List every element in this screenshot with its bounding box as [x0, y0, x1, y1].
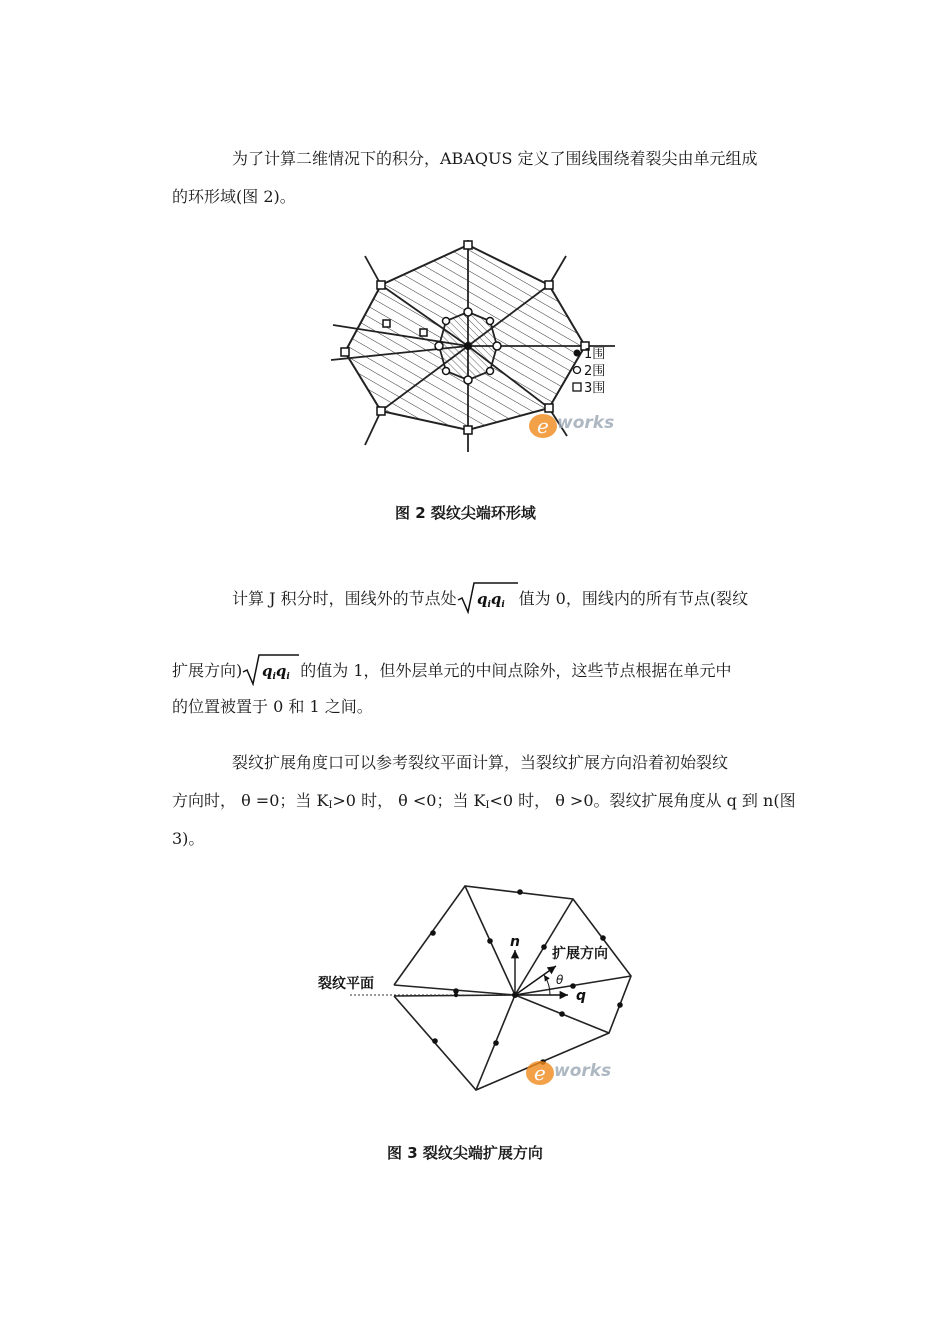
- legend-ring1: 1围: [584, 347, 606, 362]
- legend-ring3: 3围: [584, 381, 606, 396]
- svg-text:qiqi: $q_iq_i$: [262, 662, 291, 682]
- eworks-watermark-fig3: [526, 1061, 611, 1085]
- para2-line1: [232, 580, 748, 614]
- label-crack-plane: 裂纹平面: [318, 976, 374, 992]
- para1-line1: 为了计算二维情况下的积分，ABAQUS 定义了围线围绕着裂尖由单元组成: [232, 149, 758, 168]
- svg-text:e: e: [537, 414, 549, 438]
- svg-text:works: works: [557, 413, 615, 433]
- ring1-node: [464, 342, 472, 350]
- svg-text:e: e: [534, 1061, 546, 1085]
- para2-line2: [172, 652, 732, 686]
- figure3-crack-growth-direction: [310, 878, 650, 1098]
- para2-line3: 的位置被置于 0 和 1 之间。: [172, 697, 373, 716]
- figure2-caption: 图 2 裂纹尖端环形域: [395, 504, 536, 522]
- para3-line1: 裂纹扩展角度口可以参考裂纹平面计算，当裂纹扩展方向沿着初始裂纹: [232, 753, 729, 772]
- label-q: q: [576, 988, 587, 1004]
- para3-line3: 3)。: [172, 829, 205, 848]
- sqrt-qiqi-formula: [457, 580, 519, 614]
- para2-line2b: 的值为 1，但外层单元的中间点除外，这些节点根据在单元中: [300, 661, 732, 680]
- label-theta: θ: [556, 973, 564, 987]
- label-growth-direction: 扩展方向: [552, 946, 608, 962]
- svg-text:qiqi: $q_iq_i$: [476, 590, 505, 610]
- figure2-legend: [573, 347, 605, 396]
- figure3-caption: 图 3 裂纹尖端扩展方向: [387, 1144, 543, 1162]
- label-n: n: [510, 934, 520, 950]
- para3-line2: 方向时， θ =0；当 $K_I>0$ 时， θ <0；当 $K_I<0$ 时， θ >0。裂纹扩展角度从 q 到 n(图: [172, 791, 796, 811]
- para1-line2: 的环形域(图 2)。: [172, 187, 296, 206]
- eworks-watermark-fig2: [529, 413, 614, 438]
- svg-text:works: works: [554, 1061, 612, 1081]
- figure2-crack-tip-ring-domain: [325, 240, 625, 455]
- para2-line2a: 扩展方向): [172, 661, 243, 680]
- legend-ring2: 2围: [584, 364, 606, 379]
- para2-line1a: 计算 J 积分时，围线外的节点处: [232, 589, 457, 608]
- sqrt-qiqi-formula-2: [242, 652, 300, 686]
- para2-line1b: 值为 0，围线内的所有节点(裂纹: [518, 589, 749, 608]
